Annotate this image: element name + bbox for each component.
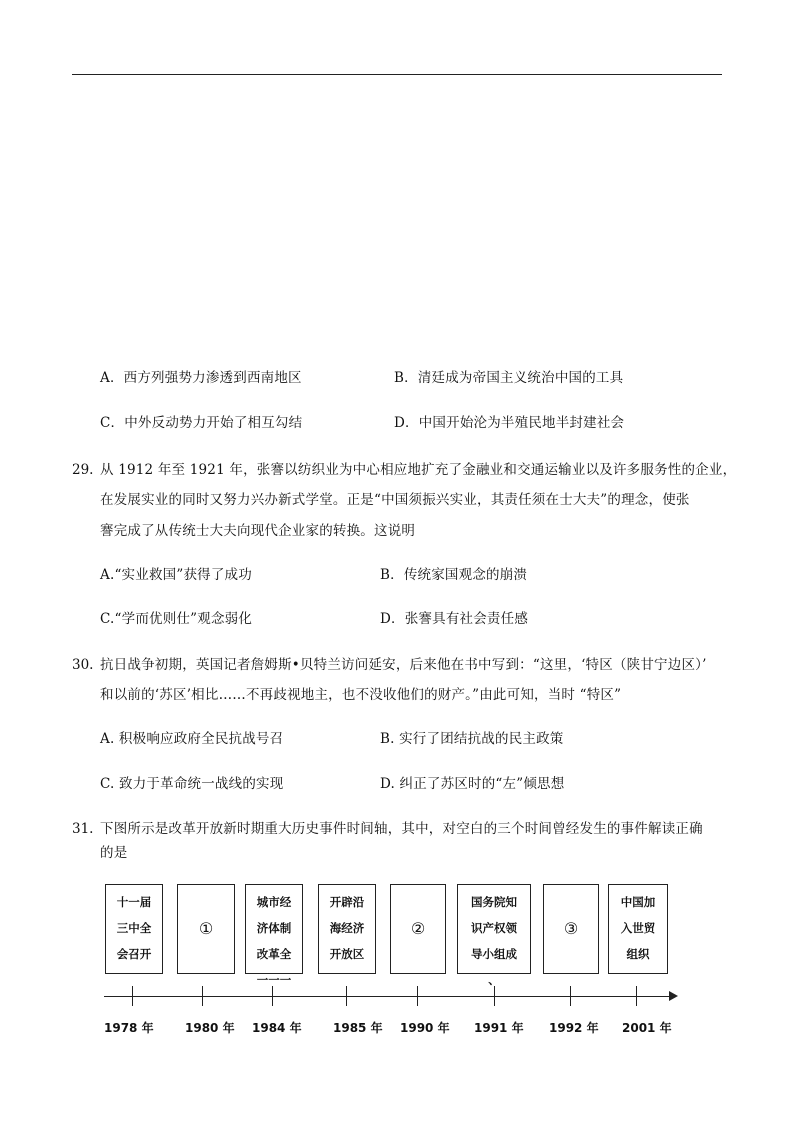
- q29-option-c[interactable]: C.“学而优则仕”观念弱化: [100, 611, 253, 627]
- q28-option-d[interactable]: D．中国开始沦为半殖民地半封建社会: [394, 415, 625, 431]
- q29-number: 29.: [72, 462, 94, 478]
- q31-stem-line2: 的是: [100, 845, 128, 861]
- timeline-year-label: 1980 年: [185, 1021, 235, 1035]
- timeline-year-label: 1984 年: [252, 1021, 302, 1035]
- q30-number: 30.: [72, 657, 94, 673]
- timeline-tick: [132, 986, 133, 1006]
- q30-option-b[interactable]: B. 实行了团结抗战的民主政策: [380, 731, 564, 747]
- box-text-line: 开辟沿: [329, 895, 365, 909]
- blank-marker-3: ③: [563, 919, 579, 938]
- q28-option-a[interactable]: A．西方列强势力渗透到西南地区: [100, 370, 302, 386]
- box-text-line: 济体制: [256, 921, 292, 935]
- timeline-box-1990-blank: [390, 884, 446, 974]
- box-text-line: 、: [488, 973, 500, 987]
- q29-option-d[interactable]: D．张謇具有社会责任感: [380, 611, 529, 627]
- q29-option-a[interactable]: A.“实业救国”获得了成功: [100, 567, 252, 583]
- box-text-line: 会召开: [116, 947, 152, 961]
- q31-number: 31.: [72, 821, 94, 837]
- timeline-tick: [570, 986, 571, 1006]
- timeline-tick: [202, 986, 203, 1006]
- box-text-line: 城市经: [256, 895, 292, 909]
- blank-marker-1: ①: [198, 919, 214, 938]
- timeline-tick: [346, 986, 347, 1006]
- timeline-box-1980-blank: [177, 884, 235, 974]
- q28-option-b[interactable]: B．清廷成为帝国主义统治中国的工具: [394, 370, 624, 386]
- timeline-arrow-icon: [669, 991, 678, 1001]
- box-text-line: 中国加: [620, 895, 656, 909]
- q31-stem-line1: 下图所示是改革开放新时期重大历史事件时间轴，其中，对空白的三个时间曾经发生的事件解读正确: [100, 821, 703, 837]
- box-text-line: 组织: [626, 947, 650, 961]
- q30-option-d[interactable]: D. 纠正了苏区时的“左”倾思想: [380, 776, 565, 792]
- timeline-year-label: 1991 年: [474, 1021, 524, 1035]
- box-text-line: 国务院知: [471, 895, 517, 909]
- q29-stem-line1: 从 1912 年至 1921 年，张謇以纺织业为中心相应地扩充了金融业和交通运输业以及许多服务性的企业，: [100, 462, 737, 478]
- header-rule: [72, 74, 722, 75]
- timeline-box-1978: [105, 884, 163, 974]
- q29-option-b[interactable]: B．传统家国观念的崩溃: [380, 567, 528, 583]
- timeline-box-2001: [608, 884, 668, 974]
- timeline-tick: [417, 986, 418, 1006]
- timeline-year-label: 1990 年: [400, 1021, 450, 1035]
- box-text-line: 一一一: [256, 973, 292, 987]
- timeline-year-label: 1985 年: [333, 1021, 383, 1035]
- q28-option-c[interactable]: C．中外反动势力开始了相互勾结: [100, 415, 303, 431]
- timeline-box-1991: [457, 884, 531, 987]
- box-text-line: 改革全: [256, 947, 292, 961]
- q30-stem-line2: 和以前的‘苏区’相比……不再歧视地主，也不没收他们的财产。”由此可知，当时 “特区”: [100, 687, 622, 703]
- q30-stem-line1: 抗日战争初期，英国记者詹姆斯•贝特兰访问延安，后来他在书中写到：“这里，‘特区（陕甘宁边区）’: [100, 657, 707, 673]
- box-text-line: 十一届: [116, 895, 152, 909]
- timeline-box-1985: [318, 884, 376, 974]
- timeline-tick: [636, 986, 637, 1006]
- blank-marker-2: ②: [410, 919, 426, 938]
- q29-stem-line3: 謇完成了从传统士大夫向现代企业家的转换。这说明: [100, 523, 416, 539]
- box-text-line: 导小组成: [471, 947, 517, 961]
- q30-option-c[interactable]: C. 致力于革命统一战线的实现: [100, 776, 284, 792]
- timeline-box-1984: [245, 884, 303, 987]
- box-text-line: 识产权领: [471, 921, 517, 935]
- timeline-box-1992-blank: [543, 884, 599, 974]
- timeline-axis: [104, 996, 674, 997]
- box-text-line: 三中全: [116, 921, 152, 935]
- timeline-tick: [272, 986, 273, 1006]
- box-text-line: 入世贸: [620, 921, 656, 935]
- timeline-tick: [494, 986, 495, 1006]
- q30-option-a[interactable]: A. 积极响应政府全民抗战号召: [100, 731, 284, 747]
- timeline-year-label: 1992 年: [549, 1021, 599, 1035]
- timeline-year-label: 2001 年: [622, 1021, 672, 1035]
- box-text-line: 开放区: [329, 947, 365, 961]
- box-text-line: 海经济: [329, 921, 365, 935]
- timeline-year-label: 1978 年: [104, 1021, 154, 1035]
- q29-stem-line2: 在发展实业的同时又努力兴办新式学堂。正是“中国须振兴实业，其责任须在士大夫”的理念，使张: [100, 492, 690, 508]
